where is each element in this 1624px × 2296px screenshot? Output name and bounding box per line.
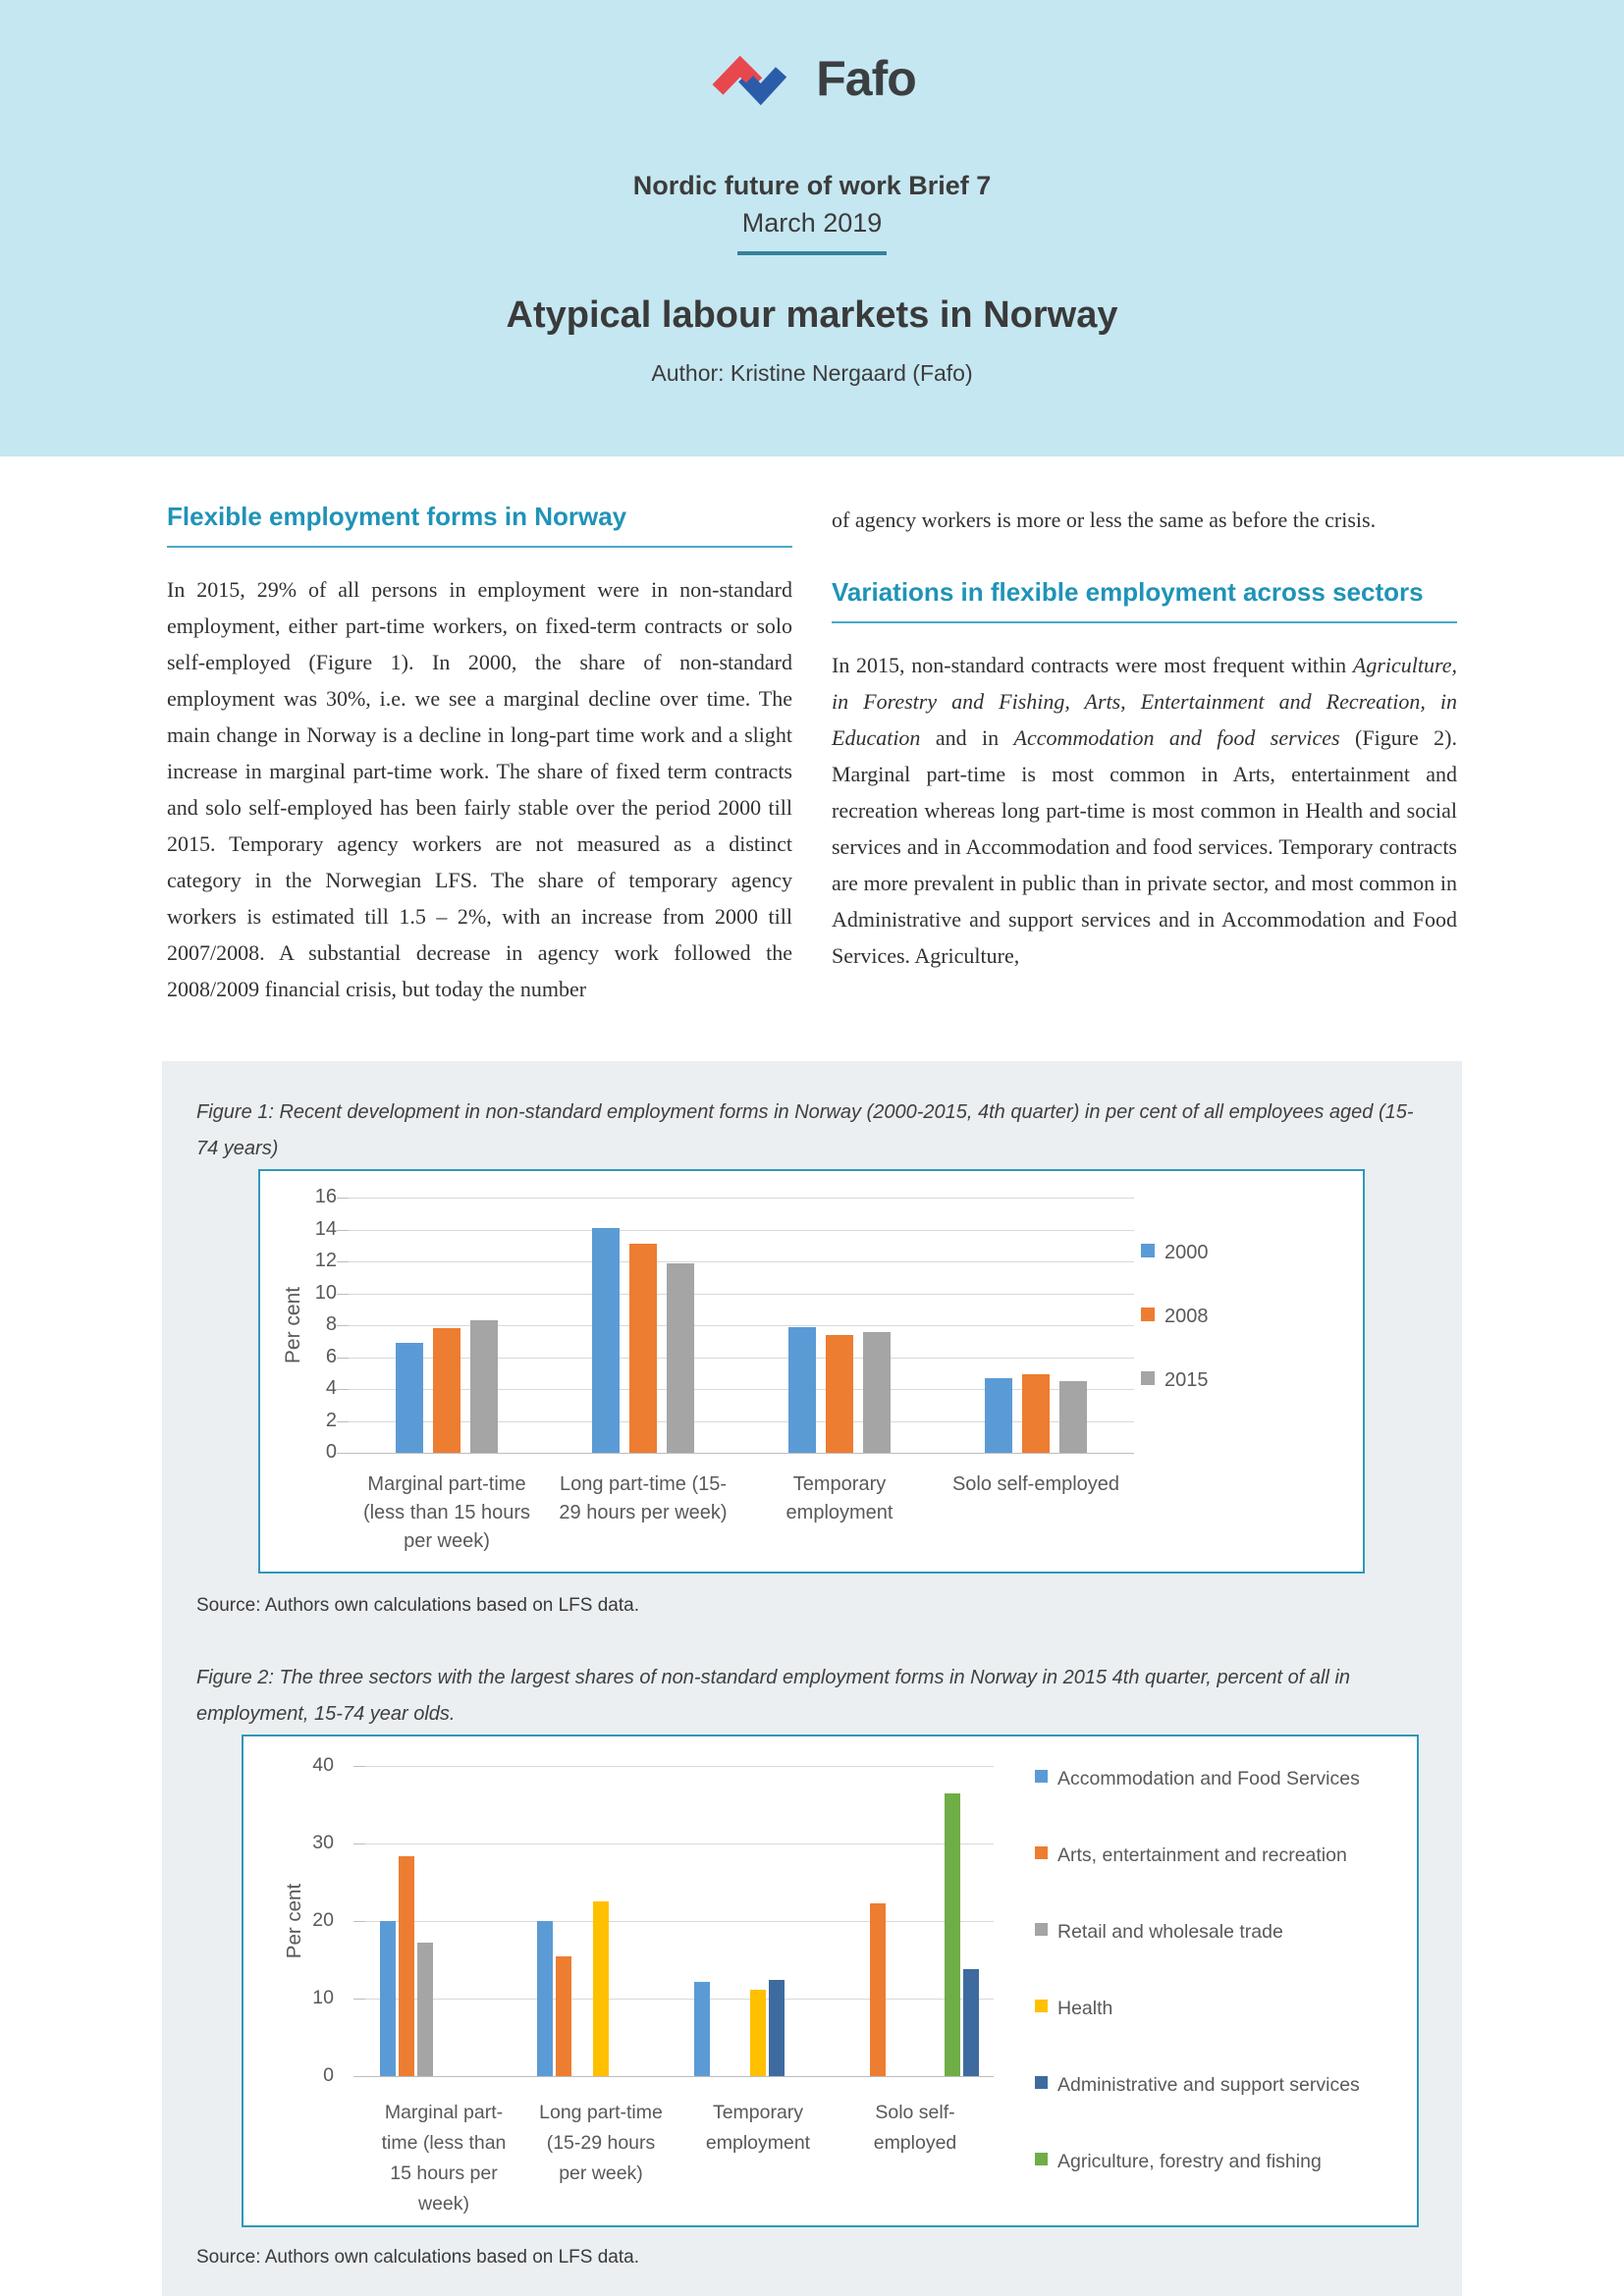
figure2-chart	[242, 1735, 1419, 2227]
legend-swatch	[1141, 1244, 1155, 1257]
y-axis-tick	[353, 2076, 365, 2077]
bar-2000-long	[592, 1228, 620, 1453]
bar-arts-entertainment-and-recreation-long	[556, 1956, 571, 2076]
right-column-paragraph	[832, 647, 1457, 974]
legend-item	[1035, 2149, 1388, 2174]
gridline	[349, 1198, 1134, 1199]
bar-2015-marginal	[470, 1320, 498, 1453]
right-column-intro-paragraph: of agency workers is more or less the same as before the crisis.	[832, 507, 1377, 532]
y-tick-label: 20	[312, 1909, 334, 1931]
bar-accommodation-and-food-services-marginal	[380, 1921, 396, 2076]
gridline	[349, 1230, 1134, 1231]
legend-item	[1035, 1842, 1388, 1868]
y-axis-tick	[337, 1389, 349, 1390]
left-column-paragraph: In 2015, 29% of all persons in employment were in non-standard employment, either part-time workers, on fixed-term contracts or solo self-employed (Figure 1). In 2000, the share of non-standard employment was 30%, i.e. we see a marginal decline over time. The main change in Norway is a decline in long-part time work and a slight increase in marginal part-time work. The share of fixed term contracts and solo self-employed has been fairly stable over the period 2000 till 2015. Temporary agency workers are not measured as a distinct category in the Norwegian LFS. The share of temporary agency workers is estimated till 1.5 – 2%, with an increase from 2000 till 2007/2008. A substantial decrease in agency work followed the 2008/2009 financial crisis, but today the number	[167, 577, 792, 1001]
legend-swatch	[1035, 2153, 1048, 2165]
x-category-label: Marginal part-time (less than 15 hours per week)	[362, 1473, 531, 1552]
figure2-source: Source: Authors own calculations based on LFS data.	[196, 2247, 639, 2268]
bar-2015-long	[667, 1263, 694, 1453]
legend-swatch	[1035, 1846, 1048, 1859]
x-category-label: Marginal part-time (less than 15 hours per week)	[381, 2102, 507, 2215]
y-axis-tick	[353, 1921, 365, 1922]
paragraph-segment-italic: Accommodation and food services	[1013, 725, 1340, 750]
legend-label: 2015	[1164, 1369, 1209, 1391]
legend-label: Arts, entertainment and recreation	[1057, 1844, 1347, 1866]
y-tick-label: 0	[323, 2064, 334, 2086]
y-axis-tick	[337, 1453, 349, 1454]
x-category-label: Solo self-employed	[873, 2102, 957, 2154]
legend-item	[1035, 1919, 1388, 1945]
bar-agriculture-forestry-and-fishing-solo	[945, 1793, 960, 2076]
section-heading-rule	[832, 621, 1457, 623]
gridline	[365, 1921, 994, 1922]
left-column	[167, 502, 792, 1061]
y-axis-tick	[353, 1999, 365, 2000]
y-axis-tick	[337, 1294, 349, 1295]
brief-date: March 2019	[741, 208, 883, 238]
legend-label: Accommodation and Food Services	[1057, 1768, 1360, 1789]
bar-administrative-and-support-services-solo	[963, 1969, 979, 2076]
figure1-chart	[258, 1169, 1365, 1574]
legend-swatch	[1035, 1770, 1048, 1783]
gridline	[349, 1453, 1134, 1454]
bar-2000-temporary	[788, 1327, 816, 1453]
y-axis-tick	[337, 1358, 349, 1359]
y-axis-tick	[337, 1421, 349, 1422]
legend-swatch	[1141, 1308, 1155, 1321]
bar-accommodation-and-food-services-temporary	[694, 1982, 710, 2076]
legend-label: Health	[1057, 1998, 1113, 2019]
legend-label: 2008	[1164, 1306, 1209, 1327]
legend-swatch	[1035, 1923, 1048, 1936]
figure1-caption: Figure 1: Recent development in non-standard employment forms in Norway (2000-2015, 4th quarter) in per cent of all employees aged (15-74 years)	[196, 1101, 1414, 1159]
y-tick-label: 10	[314, 1281, 337, 1304]
y-tick-label: 40	[312, 1754, 334, 1776]
bar-retail-and-wholesale-trade-marginal	[417, 1943, 433, 2076]
bar-arts-entertainment-and-recreation-marginal	[399, 1856, 414, 2076]
brief-series-title: Nordic future of work Brief 7	[632, 171, 992, 200]
bar-2015-temporary	[863, 1332, 891, 1454]
y-tick-label: 14	[314, 1217, 337, 1240]
y-tick-label: 10	[312, 1987, 334, 2008]
x-category-label: Solo self-employed	[951, 1473, 1120, 1495]
section-heading-variations: Variations in flexible employment across sectors	[832, 577, 1424, 607]
bar-2008-long	[629, 1244, 657, 1453]
x-category-label: Temporary employment	[705, 2102, 811, 2154]
legend-item	[1141, 1367, 1367, 1393]
date-underline-divider	[737, 251, 887, 255]
gridline	[349, 1294, 1134, 1295]
figure1-source: Source: Authors own calculations based on LFS data.	[196, 1595, 639, 1616]
gridline	[349, 1261, 1134, 1262]
logo-wordmark: Fafo	[816, 51, 916, 106]
y-tick-label: 30	[312, 1832, 334, 1853]
bar-2008-solo	[1022, 1374, 1050, 1453]
y-axis-tick	[337, 1325, 349, 1326]
bar-2000-marginal	[396, 1343, 423, 1453]
logo	[0, 0, 1624, 116]
y-axis-title: Per cent	[282, 1286, 304, 1364]
legend-item	[1141, 1240, 1367, 1265]
gridline	[365, 1999, 994, 2000]
y-tick-label: 12	[314, 1250, 337, 1271]
paragraph-segment: and in	[920, 725, 1014, 750]
legend-label: Agriculture, forestry and fishing	[1057, 2151, 1322, 2172]
bar-arts-entertainment-and-recreation-solo	[870, 1903, 886, 2076]
gridline	[365, 2076, 994, 2077]
y-axis-tick	[337, 1198, 349, 1199]
y-axis-tick	[353, 1766, 365, 1767]
paragraph-segment: (Figure 2). Marginal part-time is most common in Arts, entertainment and recreation whereas long part-time is most common in Health and social services and in Accommodation and food services. Temporary contracts are more prevalent in public than in private sector, and most common in Administrative and support services and in Accommodation and Food Services. Agriculture,	[832, 725, 1458, 968]
legend-item	[1035, 1766, 1388, 1791]
y-tick-label: 0	[325, 1441, 337, 1463]
x-category-label: Long part-time (15-29 hours per week)	[559, 1473, 728, 1523]
gridline	[349, 1325, 1134, 1326]
legend-item	[1035, 1996, 1388, 2021]
y-tick-label: 16	[314, 1186, 337, 1207]
page-title: Atypical labour markets in Norway	[506, 294, 1118, 336]
y-tick-label: 8	[325, 1313, 337, 1335]
bar-health-temporary	[750, 1990, 766, 2076]
legend-item	[1035, 2072, 1388, 2098]
legend-label: Administrative and support services	[1057, 2074, 1360, 2096]
bar-administrative-and-support-services-temporary	[769, 1980, 785, 2076]
y-axis-tick	[353, 1843, 365, 1844]
gridline	[349, 1421, 1134, 1422]
legend-swatch	[1035, 2000, 1048, 2012]
figure2-caption: Figure 2: The three sectors with the largest shares of non-standard employment forms in Norway in 2015 4th quarter, percent of all in employment, 15-74 year olds.	[196, 1667, 1351, 1725]
paragraph-segment-italic: Agriculture, in Forestry and Fishing, Arts, Entertainment and Recreation, in Education	[832, 653, 1457, 750]
legend-item	[1141, 1304, 1367, 1329]
y-axis-tick	[337, 1230, 349, 1231]
bar-2015-solo	[1059, 1381, 1087, 1453]
fafo-logo-icon	[708, 41, 802, 116]
y-axis-title: Per cent	[283, 1883, 305, 1959]
gridline	[365, 1843, 994, 1844]
author-line: Author: Kristine Nergaard (Fafo)	[651, 360, 973, 386]
paragraph-segment: In 2015, non-standard contracts were most frequent within	[832, 653, 1353, 677]
bar-health-long	[593, 1901, 609, 2076]
figures-section	[162, 1061, 1462, 2296]
section-heading-rule	[167, 546, 792, 548]
gridline	[349, 1358, 1134, 1359]
x-category-label: Temporary employment	[785, 1473, 893, 1523]
gridline	[365, 1766, 994, 1767]
y-tick-label: 2	[325, 1409, 337, 1431]
legend-swatch	[1141, 1371, 1155, 1385]
header-band	[0, 0, 1624, 456]
bar-accommodation-and-food-services-long	[537, 1921, 553, 2076]
y-tick-label: 6	[325, 1345, 337, 1367]
legend-swatch	[1035, 2076, 1048, 2089]
right-column	[832, 502, 1457, 1061]
section-heading-flexible-employment: Flexible employment forms in Norway	[167, 502, 627, 531]
y-tick-label: 4	[325, 1377, 337, 1399]
article-body	[0, 456, 1624, 1061]
gridline	[349, 1389, 1134, 1390]
legend-label: 2000	[1164, 1242, 1209, 1263]
legend-label: Retail and wholesale trade	[1057, 1921, 1283, 1943]
bar-2008-temporary	[826, 1335, 853, 1453]
x-category-label: Long part-time (15-29 hours per week)	[539, 2102, 663, 2184]
bar-2008-marginal	[433, 1328, 460, 1453]
y-axis-tick	[337, 1261, 349, 1262]
bar-2000-solo	[985, 1378, 1012, 1453]
